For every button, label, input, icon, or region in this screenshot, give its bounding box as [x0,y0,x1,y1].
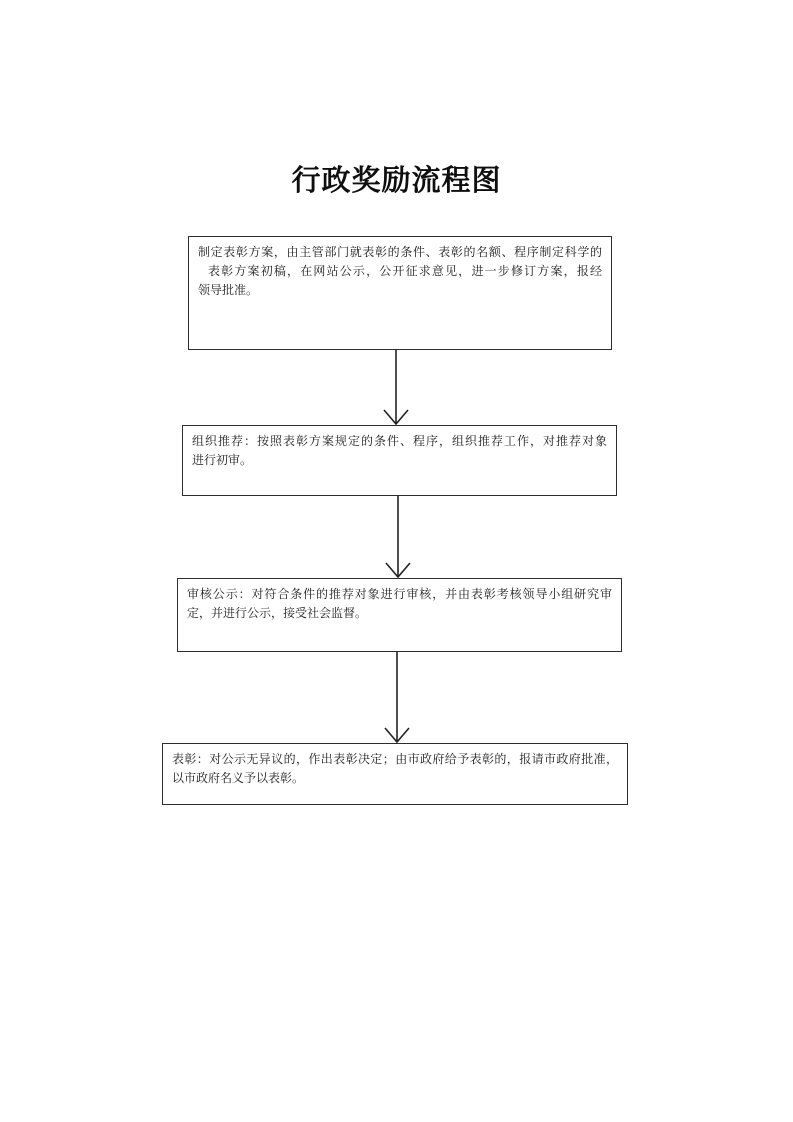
arrow-down-icon [375,652,419,744]
flow-step-1-box [188,236,612,350]
flow-step-2-line-2: 进行初审。 [192,453,253,467]
flow-step-1-line-1: 制定表彰方案，由主管部门就表彰的条件、表彰的名额、程序制定科学的 [198,245,602,259]
flow-step-4-box [162,743,628,805]
flow-step-3-box [177,578,622,652]
flow-step-1-line-3: 领导批准。 [198,283,259,297]
page-title: 行政奖励流程图 [291,165,502,197]
arrow-down-icon [376,496,420,579]
flow-step-1-line-2: 表彰方案初稿，在网站公示，公开征求意见，进一步修订方案，报经 [208,264,602,278]
flow-step-2-line-1: 组织推荐：按照表彰方案规定的条件、程序，组织推荐工作，对推荐对象 [192,434,607,448]
flow-step-3-line-2: 定，并进行公示，接受社会监督。 [187,606,368,620]
flow-step-4-line-2: 以市政府名义予以表彰。 [172,771,305,785]
flow-step-4-line-1: 表彰：对公示无异议的，作出表彰决定；由市政府给予表彰的，报请市政府批准， [172,752,618,766]
arrow-down-icon [374,350,418,426]
flow-step-2-box [182,425,617,496]
flow-step-3-line-1: 审核公示：对符合条件的推荐对象进行审核，并由表彰考核领导小组研究审 [187,587,612,601]
